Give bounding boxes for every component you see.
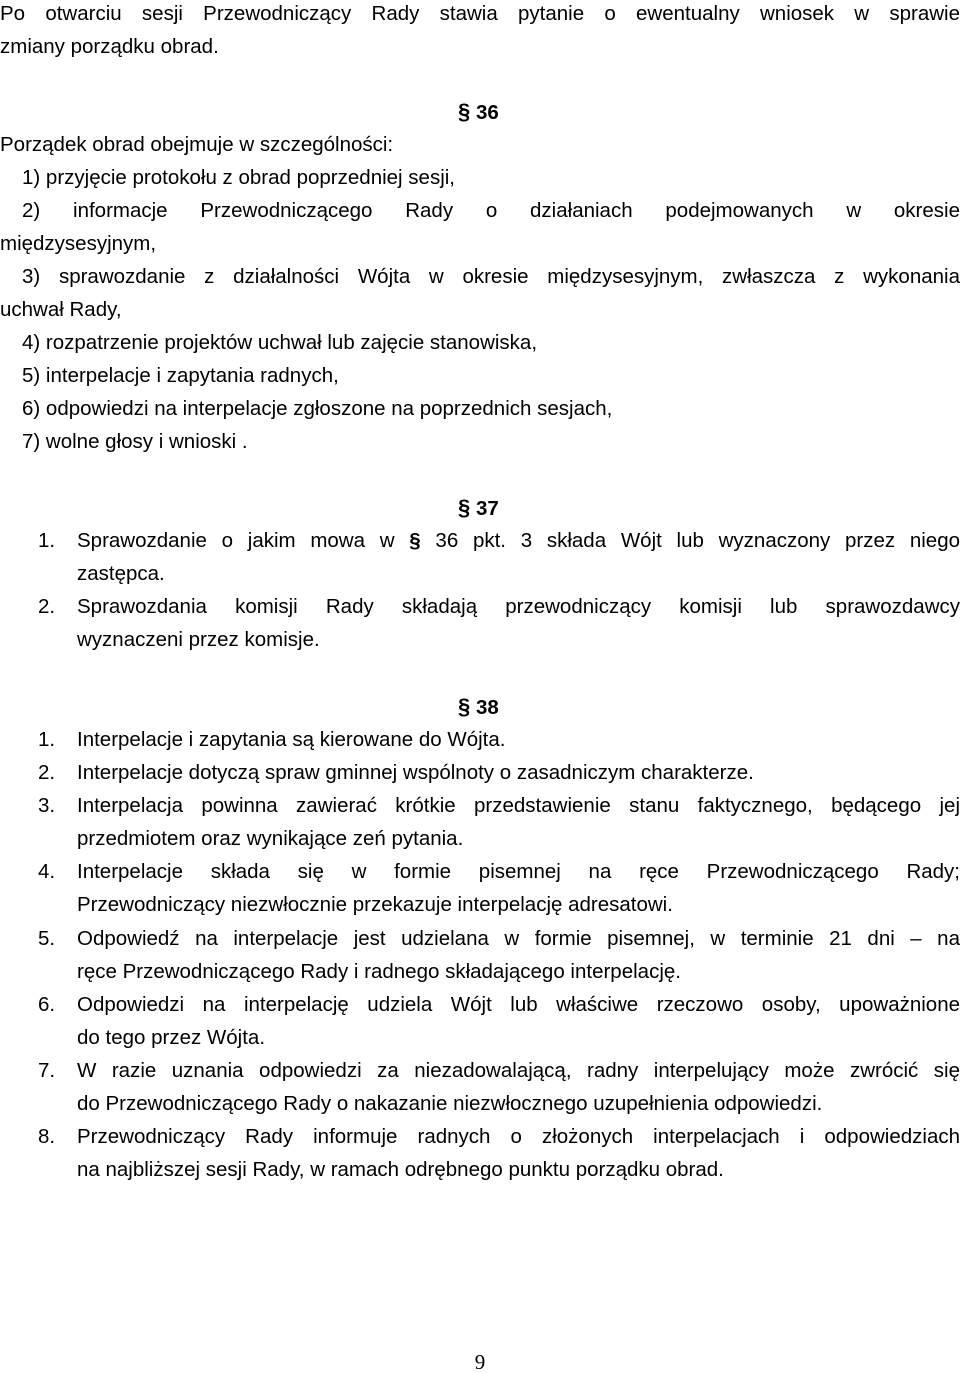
agenda-item-2: 2) informacje Przewodniczącego Rady o działaniach podejmowanych w okresie xyxy=(22,199,960,222)
s37-item-2-line-2: wyznaczeni przez komisje. xyxy=(77,628,320,651)
agenda-item-3-cont: uchwał Rady, xyxy=(0,298,122,321)
agenda-item-7: 7) wolne głosy i wnioski . xyxy=(22,430,248,453)
s38-item-3 xyxy=(77,794,960,818)
s38-item-4-line-2: Przewodniczący niezwłocznie przekazuje interpelację adresatowi. xyxy=(77,893,673,916)
page-number: 9 xyxy=(474,1350,486,1374)
intro-line-2: zmiany porządku obrad. xyxy=(0,35,219,58)
s38-item-4-line-1: Interpelacje składa się w formie pisemnej na ręce Przewodniczącego Rady; xyxy=(77,860,960,883)
s38-item-2: Interpelacje dotyczą spraw gminnej wspólnoty o zasadniczym charakterze. xyxy=(77,761,754,784)
s37-item-1-line-2: zastępca. xyxy=(77,562,165,585)
s38-item-3-line-2: przedmiotem oraz wynikające zeń pytania. xyxy=(77,827,464,850)
s38-item-3-number: 3. xyxy=(38,794,56,817)
s37-item-2-number: 2. xyxy=(38,595,56,618)
section-number: 36 xyxy=(475,101,499,124)
s37-item-2-line-1: Sprawozdania komisji Rady składają przewodniczący komisji lub sprawozdawcy xyxy=(77,595,960,618)
agenda-item-5: 5) interpelacje i zapytania radnych, xyxy=(22,364,339,387)
s38-item-8-line-2: na najbliższej sesji Rady, w ramach odrębnego punktu porządku obrad. xyxy=(77,1158,724,1181)
s37-item-2 xyxy=(77,595,960,619)
section-symbol: § xyxy=(458,99,471,124)
agenda-item-6: 6) odpowiedzi na interpelacje zgłoszone na poprzednich sesjach, xyxy=(22,397,613,420)
s38-item-1: Interpelacje i zapytania są kierowane do Wójta. xyxy=(77,728,506,751)
s38-item-8-line-1: Przewodniczący Rady informuje radnych o złożonych interpelacjach i odpowiedziach xyxy=(77,1125,960,1148)
s38-item-7-line-2: do Przewodniczącego Rady o nakazanie niezwłocznego uzupełnienia odpowiedzi. xyxy=(77,1092,823,1115)
section-37-heading xyxy=(458,496,499,521)
s38-item-6 xyxy=(77,993,960,1017)
s38-item-6-line-1: Odpowiedzi na interpelację udziela Wójt lub właściwe rzeczowo osoby, upoważnione xyxy=(77,993,960,1016)
s37-item-1-text-a: Sprawozdanie o jakim mowa w xyxy=(77,529,395,552)
s38-item-2-number: 2. xyxy=(38,761,56,784)
s38-item-7-line-1: W razie uznania odpowiedzi za niezadowalającą, radny interpelujący może zwrócić się xyxy=(77,1059,960,1082)
s38-item-8 xyxy=(77,1125,960,1149)
section-38-heading xyxy=(458,695,499,720)
section-number: 38 xyxy=(475,696,499,719)
section-number: 37 xyxy=(475,497,499,520)
s38-item-5 xyxy=(77,927,960,951)
section-36-lead: Porządek obrad obejmuje w szczególności: xyxy=(0,133,394,156)
s37-item-1-text-b: 36 pkt. 3 składa Wójt lub wyznaczony przez niego xyxy=(435,529,960,552)
agenda-item-2-cont: międzysesyjnym, xyxy=(0,232,157,255)
s38-item-4-number: 4. xyxy=(38,860,56,883)
s38-item-8-number: 8. xyxy=(38,1125,56,1148)
agenda-item-3: 3) sprawozdanie z działalności Wójta w okresie międzysesyjnym, zwłaszcza z wykonania xyxy=(22,265,960,288)
section-symbol: § xyxy=(409,529,421,552)
s38-item-7-number: 7. xyxy=(38,1059,56,1082)
s38-item-5-line-2: ręce Przewodniczącego Rady i radnego składającego interpelację. xyxy=(77,960,681,983)
s38-item-6-line-2: do tego przez Wójta. xyxy=(77,1026,266,1049)
s38-item-5-number: 5. xyxy=(38,927,56,950)
section-symbol: § xyxy=(458,694,471,719)
intro-line-1: Po otwarciu sesji Przewodniczący Rady stawia pytanie o ewentualny wniosek w sprawie xyxy=(0,2,960,25)
s38-item-3-line-1: Interpelacja powinna zawierać krótkie przedstawienie stanu faktycznego, będącego jej xyxy=(77,794,960,817)
s37-item-1 xyxy=(77,529,960,553)
s38-item-7 xyxy=(77,1059,960,1083)
s38-item-6-number: 6. xyxy=(38,993,56,1016)
section-36-heading xyxy=(458,100,499,125)
s37-item-1-line-1 xyxy=(77,529,960,553)
section-symbol: § xyxy=(458,495,471,520)
s37-item-1-number: 1. xyxy=(38,529,56,552)
s38-item-1-number: 1. xyxy=(38,728,56,751)
agenda-item-4: 4) rozpatrzenie projektów uchwał lub zajęcie stanowiska, xyxy=(22,331,538,354)
s38-item-4 xyxy=(77,860,960,884)
agenda-item-1: 1) przyjęcie protokołu z obrad poprzedniej sesji, xyxy=(22,166,456,189)
s38-item-5-line-1: Odpowiedź na interpelacje jest udzielana w formie pisemnej, w terminie 21 dni – na xyxy=(77,927,960,950)
